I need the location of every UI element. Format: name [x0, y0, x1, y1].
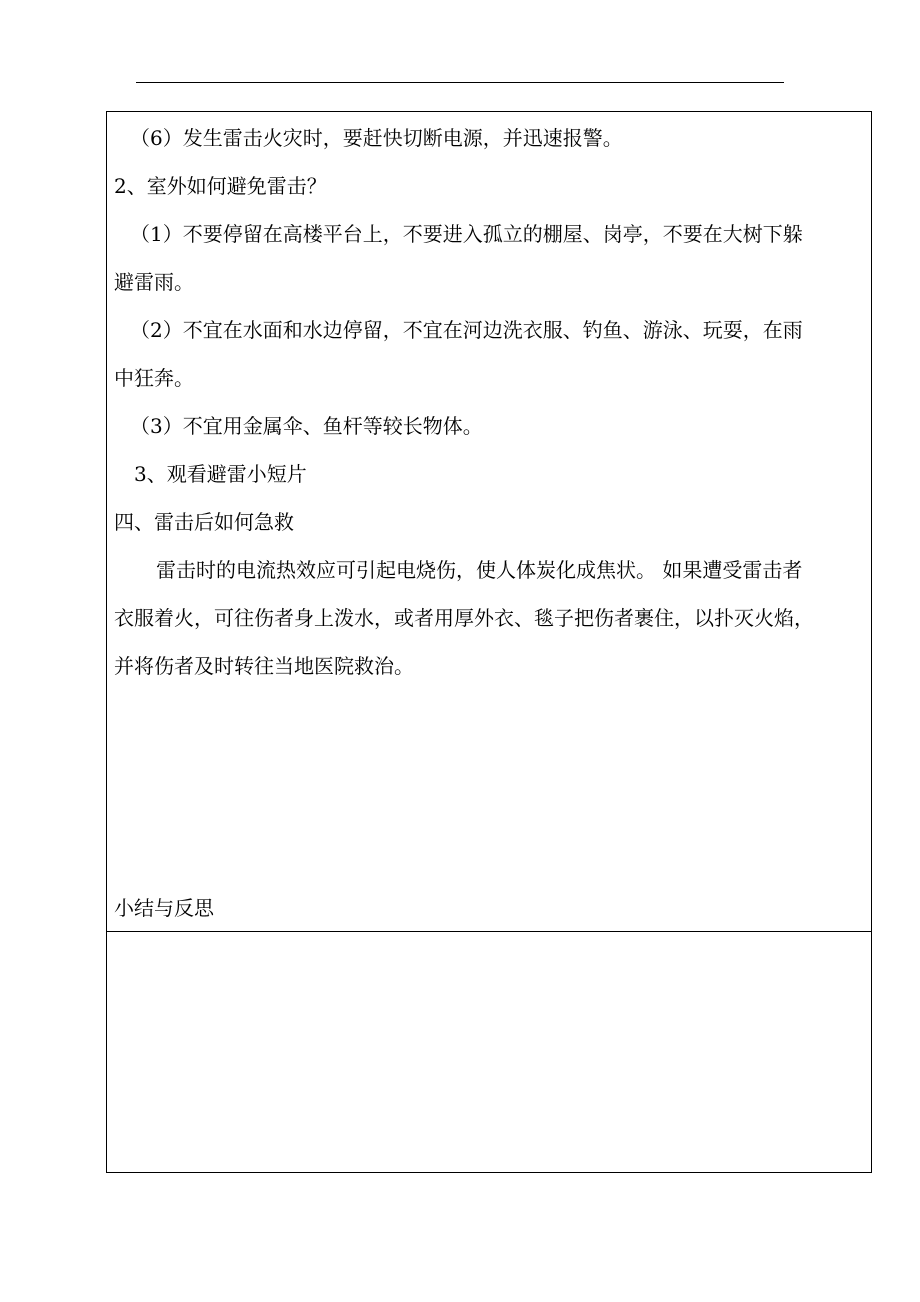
point-2-line-2: 中狂奔。: [114, 366, 194, 390]
heading-first-aid: 四、雷击后如何急救: [114, 510, 294, 534]
first-aid-line-1: 雷击时的电流热效应可引起电烧伤，使人体炭化成焦状。 如果遭受雷击者: [156, 558, 803, 582]
cell-divider: [107, 931, 871, 932]
first-aid-line-2: 衣服着火，可往伤者身上泼水，或者用厚外衣、毯子把伤者裹住，以扑灭火焰，: [114, 606, 814, 630]
point-6: （6）发生雷击火灾时，要赶快切断电源，并迅速报警。: [130, 126, 623, 150]
point-1-line-2: 避雷雨。: [114, 270, 194, 294]
point-1-line-1: （1）不要停留在高楼平台上，不要进入孤立的棚屋、岗亭，不要在大树下躲: [130, 222, 803, 246]
summary-label: 小结与反思: [114, 896, 214, 920]
point-3: （3）不宜用金属伞、鱼杆等较长物体。: [130, 414, 483, 438]
heading-video: 3、观看避雷小短片: [134, 462, 307, 486]
lesson-table: [106, 111, 872, 1173]
first-aid-line-3: 并将伤者及时转往当地医院救治。: [114, 654, 414, 678]
heading-outdoor: 2、室外如何避免雷击？: [114, 174, 327, 198]
header-rule: [136, 82, 784, 83]
point-2-line-1: （2）不宜在水面和水边停留，不宜在河边洗衣服、钓鱼、游泳、玩耍，在雨: [130, 318, 803, 342]
